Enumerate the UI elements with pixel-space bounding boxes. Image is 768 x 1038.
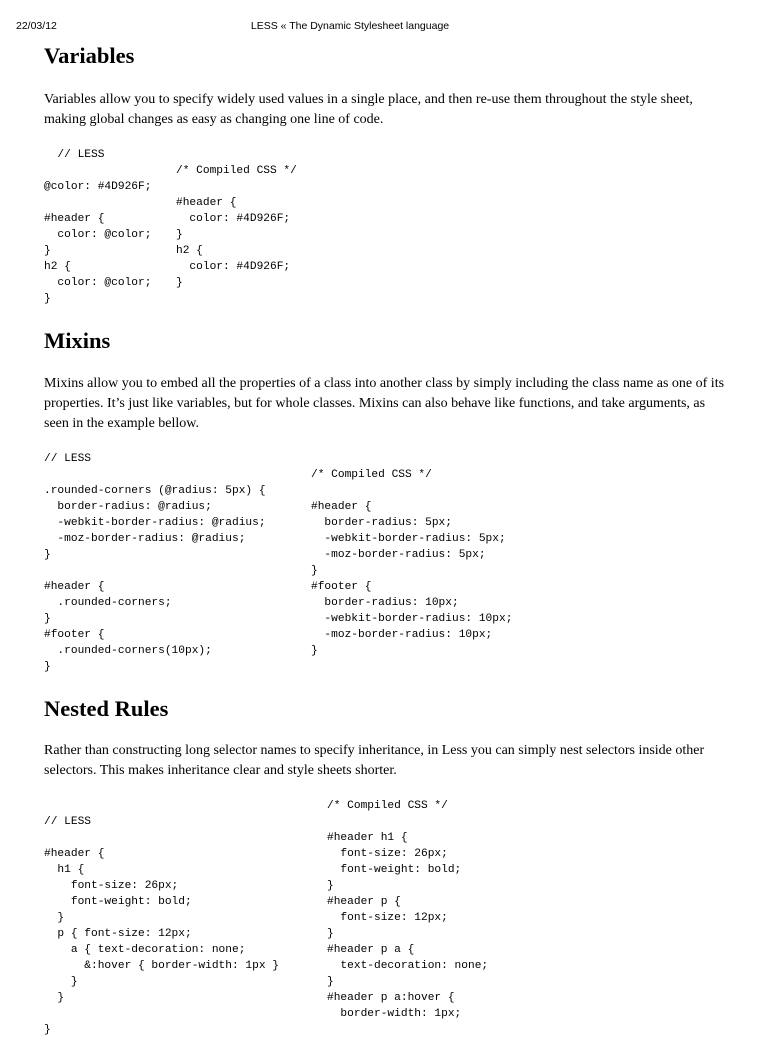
variables-less-code: // LESS @color: #4D926F; #header { color: @color; } h2 { color: @color; }	[44, 149, 152, 305]
nested-rules-less-code: // LESS #header { h1 { font-size: 26px; font-weight: bold; } p { font-size: 12px; a { text-decoration: none; &:hover { border-width: 1px } } } }	[44, 816, 279, 1036]
mixins-css-code: /* Compiled CSS */ #header { border-radius: 5px; -webkit-border-radius: 5px; -moz-border-radius: 5px; } #footer { border-radius: 10px; -webkit-border-radius: 10px; -moz-border-radius: 10px; }	[311, 469, 513, 657]
variables-css-code: /* Compiled CSS */ #header { color: #4D926F; } h2 { color: #4D926F; }	[176, 165, 297, 289]
heading-variables: Variables	[44, 43, 135, 68]
nested-rules-description: Rather than constructing long selector names to specify inheritance, in Less you can simply nest selectors inside other selectors. This makes inheritance clear and style sheets shorter.	[44, 743, 705, 778]
print-title: LESS « The Dynamic Stylesheet language	[250, 20, 450, 32]
variables-description: Variables allow you to specify widely used values in a single place, and then re-use them throughout the style sheet, making global changes as easy as changing one line of code.	[44, 92, 693, 127]
heading-nested-rules: Nested Rules	[44, 696, 169, 721]
mixins-description: Mixins allow you to embed all the properties of a class into another class by simply including the class name as one of its properties. It’s just like variables, but for whole classes. Mixins can also behave like functions, and take arguments, as seen in the example bellow.	[44, 376, 725, 431]
heading-mixins: Mixins	[44, 328, 111, 353]
nested-rules-css-code: /* Compiled CSS */ #header h1 { font-size: 26px; font-weight: bold; } #header p { font-size: 12px; } #header p a { text-decoration: none; } #header p a:hover { border-width: 1px;	[327, 800, 489, 1020]
print-date: 22/03/12	[16, 20, 57, 32]
mixins-less-code: // LESS .rounded-corners (@radius: 5px) { border-radius: @radius; -webkit-border-radius: @radius; -moz-border-radius: @radius; } #header { .rounded-corners; } #footer { .rounded-corners(10px); }	[44, 453, 266, 673]
